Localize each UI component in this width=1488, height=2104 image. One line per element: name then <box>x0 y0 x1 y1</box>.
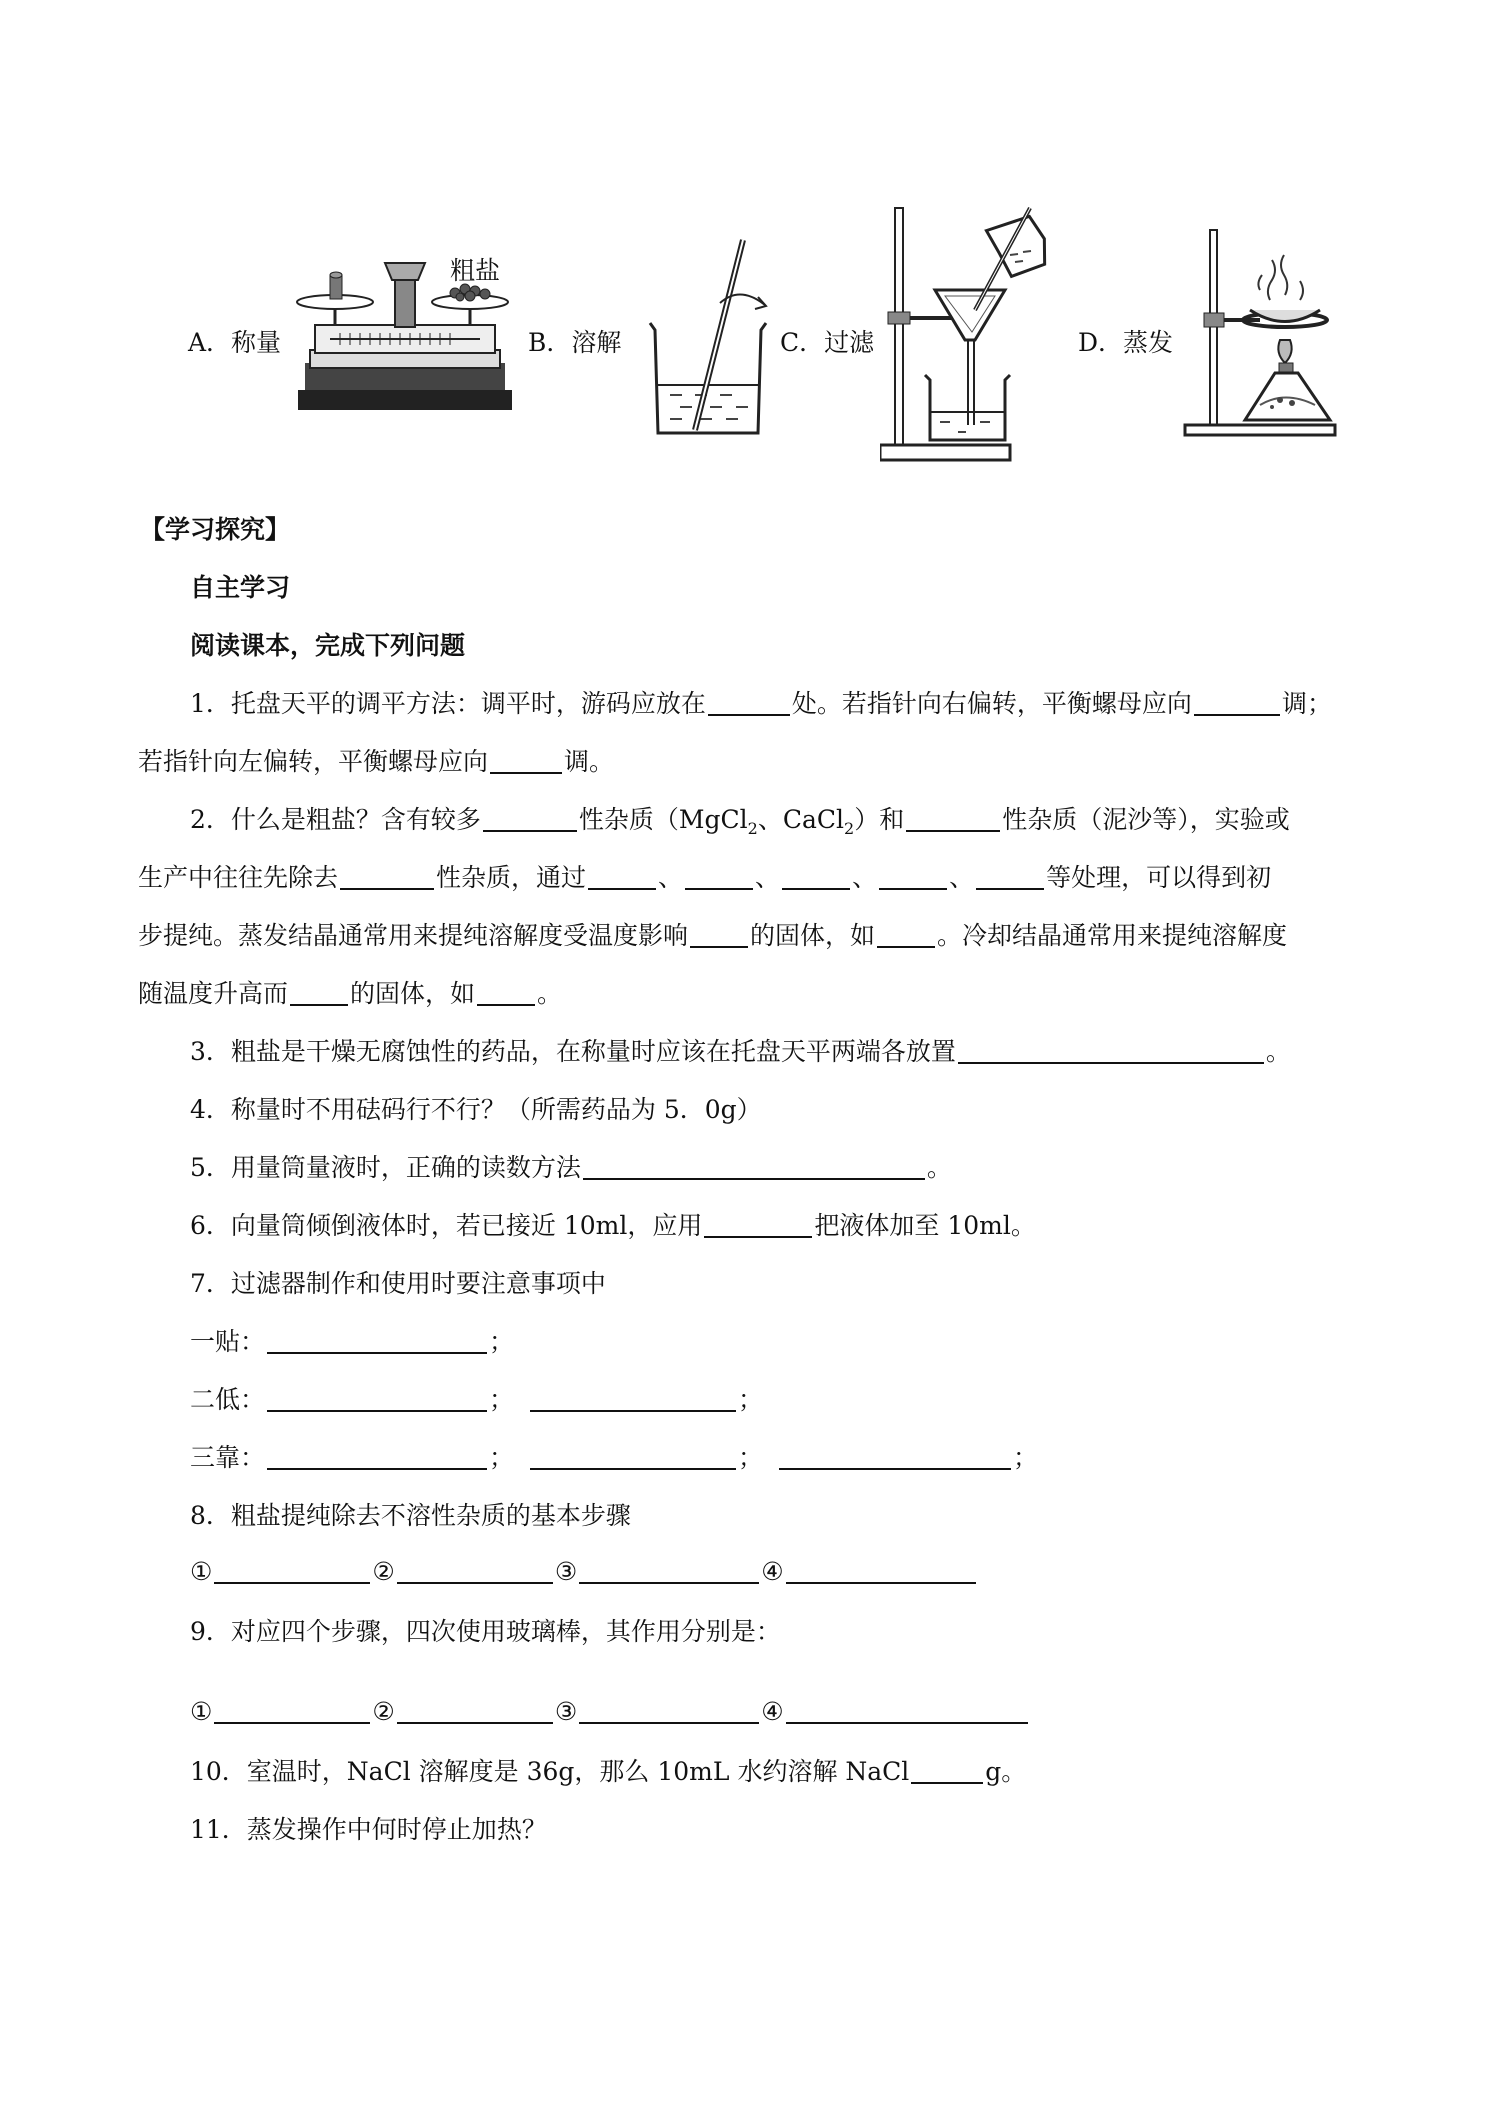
figure-label-b: B．溶解 <box>528 328 622 357</box>
question-2-line-1: 2．什么是粗盐？含有较多 性杂质（MgCl$_2$、CaCl$_2$）和 性杂质（泥沙等），实验或 <box>190 805 1290 838</box>
filtration-icon <box>880 200 1060 465</box>
answer-blank[interactable] <box>786 1558 976 1584</box>
answer-blank[interactable] <box>588 864 656 890</box>
answer-blank[interactable] <box>397 1558 553 1584</box>
salt-label: 粗盐 <box>450 256 501 285</box>
answer-blank[interactable] <box>477 980 535 1006</box>
question-5: 5．用量筒量液时，正确的读数方法 。 <box>190 1153 952 1182</box>
answer-blank[interactable] <box>579 1698 759 1724</box>
answer-blank[interactable] <box>490 748 562 774</box>
answer-blank[interactable] <box>579 1558 759 1584</box>
answer-blank[interactable] <box>397 1698 553 1724</box>
answer-blank[interactable] <box>340 864 434 890</box>
answer-blank[interactable] <box>267 1328 487 1354</box>
question-10: 10．室温时，NaCl 溶解度是 36g，那么 10mL 水约溶解 NaCl g。 <box>190 1757 1027 1786</box>
question-7-two: 二低： ； ； <box>190 1385 764 1414</box>
figure-label-a: A．称量 <box>188 328 282 357</box>
question-9-steps: ① ② ③ ④ <box>190 1694 1030 1726</box>
answer-blank[interactable] <box>530 1444 736 1470</box>
question-1-line-1: 1．托盘天平的调平方法：调平时，游码应放在 处。若指针向右偏转，平衡螺母应向 调； <box>190 689 1332 718</box>
answer-blank[interactable] <box>685 864 753 890</box>
question-9: 9．对应四个步骤，四次使用玻璃棒，其作用分别是： <box>190 1617 781 1646</box>
beaker-stirring-icon <box>640 235 790 445</box>
answer-blank[interactable] <box>879 864 947 890</box>
answer-blank[interactable] <box>267 1444 487 1470</box>
answer-blank[interactable] <box>782 864 850 890</box>
question-3: 3．粗盐是干燥无腐蚀性的药品，在称量时应该在托盘天平两端各放置 。 <box>190 1037 1291 1066</box>
answer-blank[interactable] <box>786 1698 1028 1724</box>
answer-blank[interactable] <box>911 1758 983 1784</box>
question-2-line-3: 步提纯。蒸发结晶通常用来提纯溶解度受温度影响 的固体，如 。冷却结晶通常用来提纯溶解度 <box>138 921 1288 950</box>
answer-blank[interactable] <box>267 1386 487 1412</box>
answer-blank[interactable] <box>779 1444 1011 1470</box>
answer-blank[interactable] <box>976 864 1044 890</box>
answer-blank[interactable] <box>690 922 748 948</box>
answer-blank[interactable] <box>704 1212 812 1238</box>
question-2-line-4: 随温度升高而 的固体，如 。 <box>138 979 563 1008</box>
question-7-three: 三靠： ； ； ； <box>190 1443 1039 1472</box>
answer-blank[interactable] <box>958 1038 1264 1064</box>
apparatus-figure <box>0 195 1488 475</box>
question-8: 8．粗盐提纯除去不溶性杂质的基本步骤 <box>190 1501 631 1530</box>
answer-blank[interactable] <box>530 1386 736 1412</box>
instruction: 阅读课本，完成下列问题 <box>190 631 466 660</box>
question-6: 6．向量筒倾倒液体时，若已接近 10ml，应用 把液体加至 10ml。 <box>190 1211 1036 1240</box>
answer-blank[interactable] <box>483 806 577 832</box>
question-7-one: 一贴： ； <box>190 1327 515 1356</box>
figure-label-c: C．过滤 <box>780 328 875 357</box>
question-7: 7．过滤器制作和使用时要注意事项中 <box>190 1269 606 1298</box>
section-title: 【学习探究】 <box>140 515 291 544</box>
answer-blank[interactable] <box>877 922 935 948</box>
answer-blank[interactable] <box>708 690 790 716</box>
answer-blank[interactable] <box>1194 690 1280 716</box>
question-8-steps: ① ② ③ ④ <box>190 1554 978 1586</box>
question-4: 4．称量时不用砝码行不行？（所需药品为 5．0g） <box>190 1095 762 1124</box>
answer-blank[interactable] <box>214 1558 370 1584</box>
answer-blank[interactable] <box>214 1698 370 1724</box>
question-11: 11．蒸发操作中何时停止加热？ <box>190 1815 547 1844</box>
subsection-title: 自主学习 <box>190 573 291 602</box>
answer-blank[interactable] <box>290 980 348 1006</box>
question-2-line-2: 生产中往往先除去 性杂质，通过 、 、 、 、 等处理，可以得到初 <box>138 863 1272 892</box>
answer-blank[interactable] <box>583 1154 925 1180</box>
evaporation-icon <box>1180 225 1340 440</box>
question-1-line-2: 若指针向左偏转，平衡螺母应向 调。 <box>138 747 615 776</box>
figure-label-d: D．蒸发 <box>1078 328 1174 357</box>
answer-blank[interactable] <box>906 806 1000 832</box>
